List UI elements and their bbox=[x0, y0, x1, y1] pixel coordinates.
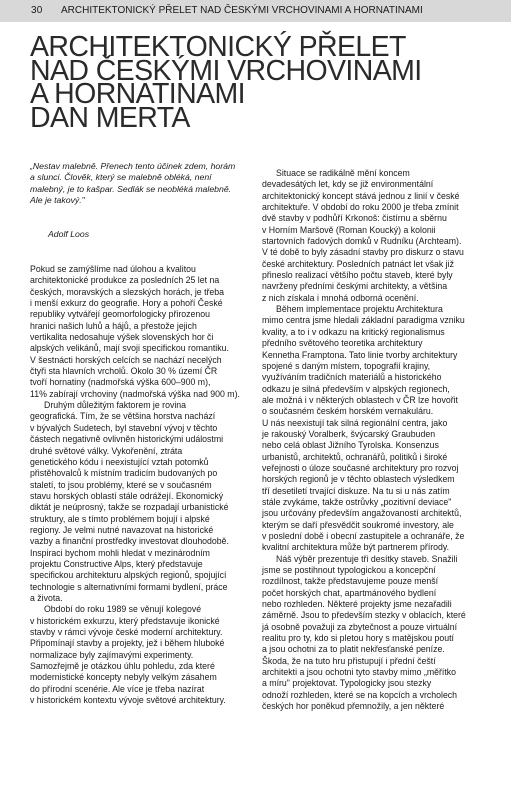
text-line: tvoří hornatiny (nadmořská výška 600–900 m), bbox=[30, 377, 211, 388]
text-line: a života. bbox=[30, 592, 63, 603]
title-line: ARCHITEKTONICKÝ PŘELET bbox=[30, 31, 406, 63]
text-line: projektu Constructive Alps, který představuje bbox=[30, 558, 203, 569]
text-line: Škoda, že na tuto hru přistupují i přední čeští bbox=[262, 655, 436, 666]
text-line: v bývalých Sudetech, byl stavební vývoj v těchto bbox=[30, 422, 218, 433]
page-number: 30 bbox=[31, 5, 43, 16]
text-line: architektonický koncept stává jednou z linií v české bbox=[262, 190, 460, 201]
epigraph bbox=[30, 161, 275, 207]
text-line: technologie s alternativními formami bydlení, práce bbox=[30, 581, 228, 592]
text-line: záměrně. Jsou to především stezky v oblacích, které bbox=[262, 610, 466, 621]
text-line: a jsou ochotni za to platit nekřesťanské peníze. bbox=[262, 644, 445, 655]
text-line: české architektury. Posledních patnáct let však již bbox=[262, 258, 454, 269]
text-line: regiony. Je velmi nutné navazovat na historické bbox=[30, 524, 214, 535]
text-line: čtyři sta hlavních vrcholů. Okolo 30 % území ČR bbox=[30, 366, 218, 377]
text-line: českých hor poněkud přemnožily, a jen některé bbox=[262, 701, 445, 712]
text-line: přineslo realizací většího počtu staveb, které byly bbox=[262, 270, 453, 281]
text-line: U nás neexistují tak silná regionální centra, jako bbox=[262, 417, 448, 428]
text-line: předního světového teoretika architektury bbox=[262, 338, 423, 349]
text-line: ale možná i v některých oblastech v ČR lze hovořit bbox=[262, 394, 458, 405]
text-line: Situace se radikálně mění koncem bbox=[276, 168, 410, 178]
text-line: V té době to byly zásadní stavby pro diskurz o stavu bbox=[262, 247, 464, 258]
text-line: spojené s daným místem, topografií krajiny, bbox=[262, 360, 431, 371]
text-line: struktury, ale s tímto problémem bojují i alpské bbox=[30, 513, 210, 524]
epigraph-line: a slunci. Člověk, který se malebně obléká, není bbox=[30, 172, 212, 183]
author-name: DAN MERTA bbox=[30, 101, 190, 134]
text-line: devadesátých let, kdy se již environmentální bbox=[262, 179, 434, 190]
text-line: realitu pro ty, kdo si pletou hory s matějskou poutí bbox=[262, 633, 454, 644]
text-line: počet horských chat, apartmánového bydlení bbox=[262, 587, 437, 598]
text-line: tří desetiletí trvající diskuze. Na tu si u nás zatím bbox=[262, 485, 450, 496]
text-line: Během implementace projektu Architektura bbox=[276, 304, 443, 315]
running-title: ARCHITEKTONICKÝ PŘELET NAD ČESKÝMI VRCHOVINAMI A HORNATINAMI bbox=[61, 5, 423, 16]
text-line: nebo celá oblast Jižního Tyrolska. Konsenzus bbox=[262, 440, 439, 451]
epigraph-line: „Nestav malebně. Přenech tento účinek zdem, horám bbox=[30, 161, 236, 171]
text-line: Období do roku 1989 se věnují kolegové bbox=[44, 604, 202, 615]
right-text-column bbox=[262, 168, 504, 713]
text-line: jsme se postihnout typologickou a koncepční bbox=[262, 565, 436, 576]
text-line: modernistické koncepty nebyly velkým zásahem bbox=[30, 672, 217, 683]
text-line: v historickém exkurzu, který představuje ikonické bbox=[30, 615, 220, 626]
epigraph-line: Ale je takový." bbox=[30, 195, 85, 206]
text-line: stále zvykáme, takže ostrůvky „pozitivní deviace" bbox=[262, 496, 452, 507]
text-line: stavby v rámci vývoje české moderní architektury. bbox=[30, 627, 223, 637]
title-line: NAD ČESKÝMI VRCHOVINAMI bbox=[30, 54, 422, 87]
text-line: a míru" projektovat. Typologicky jsou stezky bbox=[262, 678, 432, 689]
text-line: využíváním tradičních materiálů a historického bbox=[262, 372, 442, 383]
text-line: českých, moravských a slezských horách, je třeba bbox=[30, 286, 225, 297]
text-line: genetického kódu i neexistující vztah potomků bbox=[30, 456, 209, 467]
text-line: Kennetha Framptona. Tato linie tvorby architektury bbox=[262, 349, 458, 360]
text-line: přistěhovalců k místním tradicím budovaných po bbox=[30, 468, 218, 479]
text-line: vazby a finanční prostředky investovat dlouhodobě. bbox=[30, 536, 229, 547]
text-line: geografická. Tím, že se většina horstva nachází bbox=[30, 411, 216, 422]
text-line: Pokud se zamýšlíme nad úlohou a kvalitou bbox=[30, 264, 196, 274]
text-line: startovních řadových domků v Rudníku (Archteam). bbox=[262, 236, 462, 247]
text-line: jsou určovány především angažovaností architektů, bbox=[262, 508, 462, 519]
text-line: staletí, to jsou problémy, které se v současném bbox=[30, 479, 212, 490]
text-line: kvality, a to i v odkazu na kritický regionalismus bbox=[262, 326, 445, 337]
text-line: veřejnosti o úloze současné architektury pro rozvoj bbox=[262, 462, 459, 473]
text-line: je rakouský Voralberk, švýcarský Graubuden bbox=[262, 428, 436, 439]
text-line: odnoží rozhleden, které se na kopcích a vrcholech bbox=[262, 689, 458, 700]
text-line: stavu horských oblastí stále odrážejí. Ekonomický bbox=[30, 490, 224, 501]
text-line: odkazu je silná především v alpských regionech, bbox=[262, 383, 450, 394]
text-line: Připomínají stavby a projekty, jež i během hluboké bbox=[30, 638, 225, 649]
text-line: V šestnácti horských celcích se nachází necelých bbox=[30, 354, 222, 365]
text-line: rozdílnost, takže představujeme pouze menší bbox=[262, 576, 439, 587]
text-line: specifickou architekturu alpských regionů, spojující bbox=[30, 570, 227, 581]
text-line: mimo centra jsme hledali základní paradigma vzniku bbox=[262, 315, 465, 326]
text-line: do přírodní scenérie. Ale více je třeba nazírat bbox=[30, 683, 205, 694]
text-line: Náš výběr prezentuje tři desítky staveb. Snažili bbox=[276, 553, 458, 564]
text-line: z nich získala i mnohá odborná ocenění. bbox=[262, 292, 419, 303]
text-line: já osobně považuji za zbytečnost a pouze virtuální bbox=[262, 621, 458, 632]
text-line: Inspiraci bychom mohli hledat v mezinárodním bbox=[30, 547, 210, 558]
text-line: o současném českém horském vernakuláru. bbox=[262, 406, 434, 417]
text-line: částech negativně ovlivněn historickými událostmi bbox=[30, 434, 224, 445]
text-line: v poslední době i obecní zastupitele a ochranáře, že bbox=[262, 531, 465, 541]
text-line: horských regionů je v těchto oblastech výsledkem bbox=[262, 474, 455, 485]
text-line: vertikalita nedosahuje výšek slovenských hor či bbox=[30, 332, 214, 343]
text-line: urbanistů, architektů, ochranářů, politiků i široké bbox=[262, 451, 448, 462]
text-line: normalizace byly zajímavými experimenty. bbox=[30, 649, 194, 660]
text-line: kterým se daří přesvědčit soukromé investory, ale bbox=[262, 519, 454, 530]
text-line: i menší exkurz do geografie. Hory a pohoří České bbox=[30, 298, 223, 309]
text-line: alpských velikánů, mají svoji specifickou romantiku. bbox=[30, 343, 229, 354]
title-line: A HORNATINAMI bbox=[30, 78, 245, 111]
epigraph-line: malebný, je to kašpar. Sedlák se neobléká malebně. bbox=[30, 183, 232, 194]
text-line: nebo rozhleden. Některé projekty jsme nezařadili bbox=[262, 599, 452, 610]
text-line: druhé světové války. Vykořenění, ztráta bbox=[30, 445, 183, 456]
text-line: Samozřejmě je otázkou úhlu pohledu, zda které bbox=[30, 661, 215, 672]
running-header bbox=[0, 0, 511, 22]
text-line: v historickém kontextu vývoje světové architektury. bbox=[30, 695, 226, 706]
text-line: navrženy předními českými architekty, a většina bbox=[262, 281, 448, 292]
text-line: hranici našich luhů a hájů, a přestože jejich bbox=[30, 320, 197, 331]
left-text-column bbox=[30, 264, 270, 706]
text-line: v Horním Maršově (Roman Koucký) a kolonii bbox=[262, 224, 436, 235]
text-line: architektuře. V období do roku 2000 je třeba zmínit bbox=[262, 202, 459, 213]
text-line: 11% zabírají vrchoviny (nadmořská výška nad 900 m). bbox=[30, 388, 240, 399]
text-line: republiky vytvářejí geomorfologicky přirozenou bbox=[30, 309, 210, 320]
text-line: diktát je neúprosný, takže se rozpadají urbanistické bbox=[30, 502, 229, 513]
text-line: architektonické produkce za posledních 25 let na bbox=[30, 275, 220, 286]
text-line: Druhým důležitým faktorem je rovina bbox=[44, 400, 186, 411]
text-line: architekti a jsou ochotni tyto stavby mimo „měřítko bbox=[262, 667, 457, 678]
text-line: dvě stavby v podhůří Krkonoš: čistírnu a sběrnu bbox=[262, 213, 447, 224]
article-title bbox=[30, 31, 500, 134]
text-line: kvalitní architektura může být partnerem přírody. bbox=[262, 542, 450, 553]
epigraph-author: Adolf Loos bbox=[48, 229, 90, 239]
